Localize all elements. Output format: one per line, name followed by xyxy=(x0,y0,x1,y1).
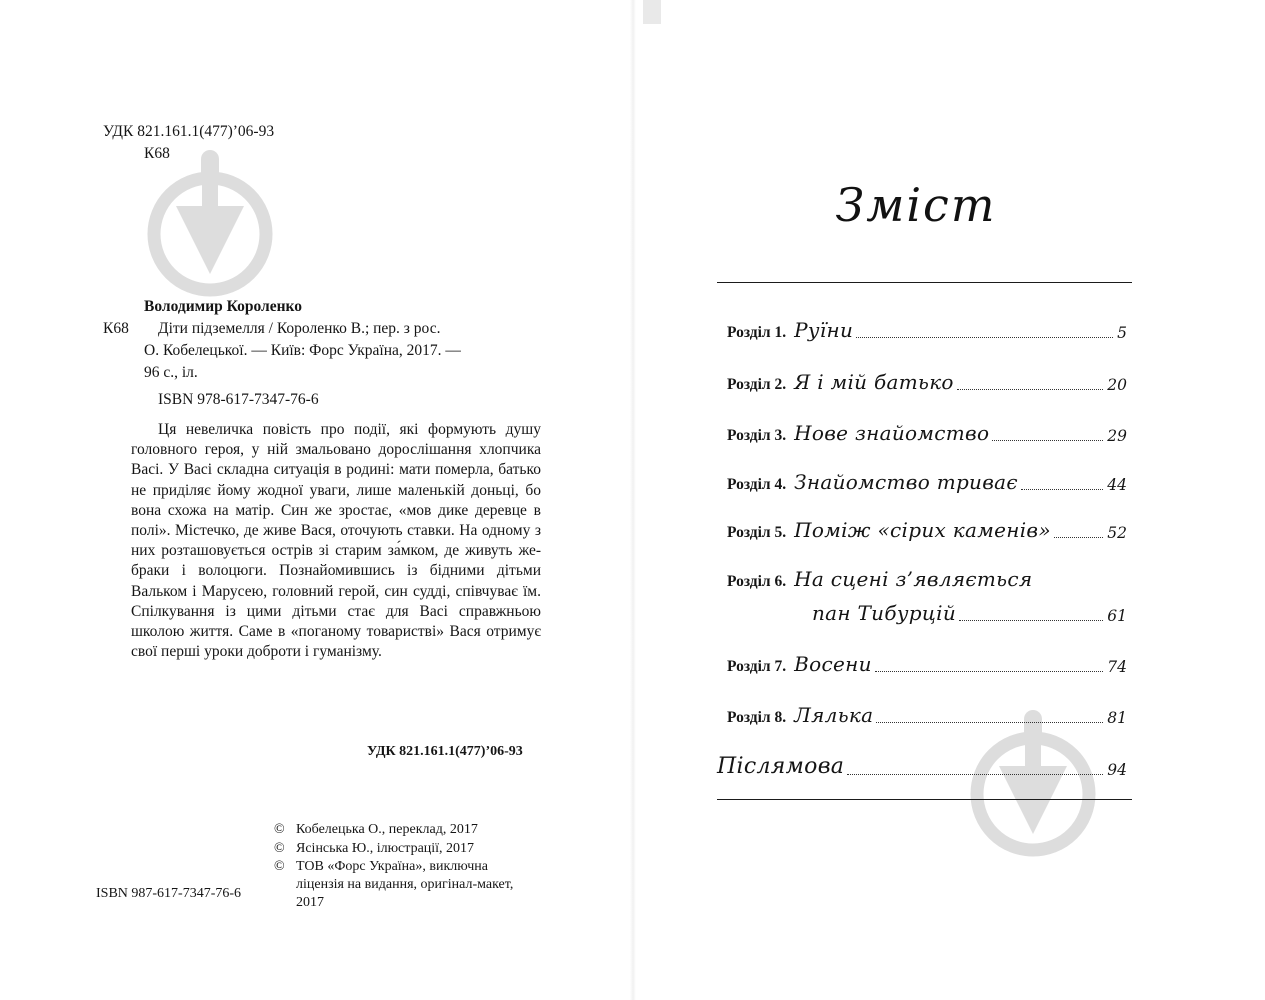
toc-chapter-label: Розділ 2. xyxy=(727,376,787,393)
toc-bottom-rule xyxy=(717,799,1132,800)
copyright-translation: Кобелецька О., переклад, 2017 xyxy=(296,822,478,837)
toc-entry xyxy=(727,318,1127,342)
toc-entry xyxy=(727,518,1127,542)
kbk-code-side: К68 xyxy=(103,320,129,337)
toc-chapter-label: Розділ 1. xyxy=(727,324,787,341)
right-page xyxy=(633,0,1265,1000)
biblio-line-1: Діти підземелля / Короленко В.; пер. з рос. xyxy=(158,320,441,337)
toc-page-number: 52 xyxy=(1107,524,1127,542)
toc-chapter-label: Розділ 6. xyxy=(727,573,787,590)
toc-chapter-name: Я і мій батько xyxy=(794,370,954,394)
toc-title: Зміст xyxy=(835,178,997,232)
toc-page-number: 81 xyxy=(1107,709,1127,727)
isbn-main: ISBN 978-617-7347-76-6 xyxy=(158,391,319,408)
copyright-publisher-line-2: ліцензія на видання, оригінал-макет, xyxy=(296,877,514,892)
copyright-publisher-line-3: 2017 xyxy=(296,895,324,910)
toc-top-rule xyxy=(717,282,1132,283)
annotation-text: Ця невеличка повість про події, які формують душу головного героя, у ній змальовано дорослішання хлопчика Васі. У Васі складна ситуація в родині: мати померла, батько не приділяє йому жодної уваги, лише маленькій доньці, бо вона схожа на матір. Син же зростає, «мов дике деревце в полі». Містечко, де живе Вася, оточують ставки. На одному з них розташовується острів зі старим за́мком, де живуть жебраки і волоцюги. Познайомившись із бідними дітьми Вальком і Марусею, головний герой, син судді, співчуває їм. Спілкування із цими дітьми стає для Васі справжньою школою життя. Саме в «поганому товаристві» Вася отримує свої перші уроки доброти і гуманізму. xyxy=(131,421,541,661)
copyright-illustrations: Ясінська Ю., ілюстрації, 2017 xyxy=(296,841,475,856)
toc-leader-dots xyxy=(1021,489,1103,490)
toc-page-number: 20 xyxy=(1107,376,1127,394)
toc-entry xyxy=(727,567,1127,591)
toc-leader-dots xyxy=(875,671,1104,672)
toc-leader-dots xyxy=(876,722,1103,723)
watermark-logo-icon xyxy=(969,706,1097,858)
toc-chapter-label: Розділ 3. xyxy=(727,427,787,444)
toc-entry xyxy=(727,703,1127,727)
toc-leader-dots xyxy=(856,337,1113,338)
page-corner-shadow xyxy=(643,0,661,24)
toc-entry xyxy=(727,470,1127,494)
toc-chapter-label: Розділ 4. xyxy=(727,476,787,493)
toc-chapter-name: Поміж «сірих каменів» xyxy=(794,518,1051,542)
toc-leader-dots xyxy=(847,774,1103,775)
toc-chapter-name: Лялька xyxy=(794,703,874,727)
author-name: Володимир Короленко xyxy=(144,298,303,315)
toc-page-number: 74 xyxy=(1107,658,1127,676)
toc-leader-dots xyxy=(1054,537,1103,538)
toc-chapter-label: Розділ 8. xyxy=(727,709,787,726)
copyright-symbol: © xyxy=(274,822,285,837)
toc-entry-continuation xyxy=(812,601,1127,625)
udk-code-bottom: УДК 821.161.1(477)’06-93 xyxy=(367,744,523,759)
copyright-publisher-line-1: ТОВ «Форс Україна», виключна xyxy=(296,859,488,874)
toc-chapter-label: Розділ 5. xyxy=(727,524,787,541)
toc-entry-afterword xyxy=(717,754,1127,779)
udk-code-top: УДК 821.161.1(477)’06-93 xyxy=(103,123,275,140)
toc-page-number: 61 xyxy=(1107,607,1127,625)
toc-entry xyxy=(727,421,1127,445)
toc-chapter-name: Післямова xyxy=(717,754,845,779)
toc-page-number: 5 xyxy=(1117,324,1127,342)
toc-chapter-name: Знайомство триває xyxy=(794,470,1018,494)
toc-leader-dots xyxy=(992,440,1103,441)
toc-page-number: 29 xyxy=(1107,427,1127,445)
copyright-symbol: © xyxy=(274,859,285,874)
toc-entry xyxy=(727,652,1127,676)
toc-chapter-name: Восени xyxy=(794,652,872,676)
toc-chapter-name: пан Тибурцій xyxy=(812,601,957,625)
toc-chapter-name: На сцені з’являється xyxy=(794,567,1033,591)
kbk-code-top: К68 xyxy=(144,145,170,162)
copyright-symbol: © xyxy=(274,841,285,856)
biblio-line-3: 96 с., іл. xyxy=(144,364,198,381)
toc-chapter-label: Розділ 7. xyxy=(727,658,787,675)
toc-page-number: 94 xyxy=(1107,761,1127,779)
biblio-line-2: О. Кобелецької. — Київ: Форс Україна, 2017. — xyxy=(144,342,461,359)
book-gutter xyxy=(630,0,636,1000)
toc-entry xyxy=(727,370,1127,394)
toc-chapter-name: Руїни xyxy=(794,318,854,342)
toc-chapter-name: Нове знайомство xyxy=(794,421,990,445)
isbn-bottom: ISBN 987-617-7347-76-6 xyxy=(96,886,242,901)
toc-leader-dots xyxy=(959,620,1103,621)
toc-page-number: 44 xyxy=(1107,476,1127,494)
watermark-logo-icon xyxy=(146,146,274,298)
toc-leader-dots xyxy=(957,389,1103,390)
